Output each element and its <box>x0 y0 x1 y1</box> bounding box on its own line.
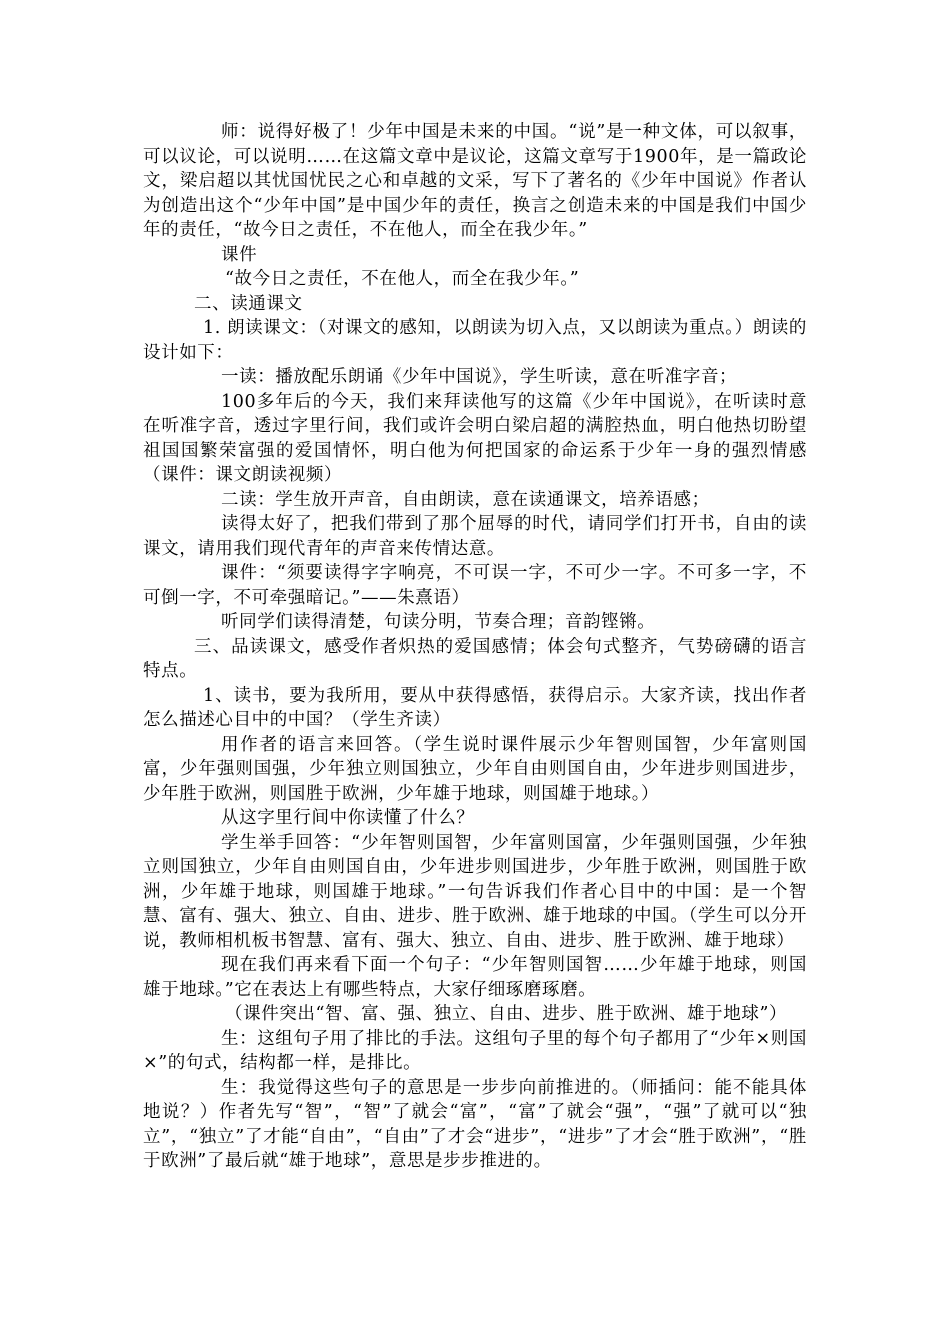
paragraph-author-language: 用作者的语言来回答。（学生说时课件展示少年智则国智，少年富则国富，少年强则国强，少年独立则国独立，少年自由则国自由，少年进步则国进步，少年胜于欧洲，则国胜于欧洲，少年雄于地球，则国雄于地球。） <box>143 734 807 804</box>
paragraph-student-answer: 学生举手回答：“少年智则国智，少年富则国富，少年强则国强，少年独立则国独立，少年自由则国自由，少年进步则国进步，少年胜于欧洲，则国胜于欧洲，少年雄于地球，则国雄于地球。”一句告诉我们作者心目中的中国：是一个智慧、富有、强大、独立、自由、进步、胜于欧洲、雄于地球的中国。（学生可以分开说，教师相机板书智慧、富有、强大、独立、自由、进步、胜于欧洲、雄于地球） <box>143 832 807 951</box>
paragraph-second-reading: 二读：学生放开声音，自由朗读，意在读通课文，培养语感； <box>221 489 710 510</box>
paragraph-courseware-label: 课件 <box>221 244 258 265</box>
paragraph-teacher-remark: 师：说得好极了！少年中国是未来的中国。“说”是一种文体，可以叙事，可以议论，可以说明……在这篇文章中是议论，这篇文章写于1900年，是一篇政论文，梁启超以其忧国忧民之心和卓越的文采，写下了著名的《少年中国说》作者认为创造出这个“少年中国”是中国少年的责任，换言之创造未来的中国是我们中国少年的责任，“故今日之责任，不在他人，而全在我少年。” <box>143 122 807 240</box>
paragraph-zhuxi-quote: 课件：“须要读得字字响亮，不可误一字，不可少一字。不可多一字，不可倒一字，不可牵强暗记。”——朱熹语） <box>143 563 807 608</box>
paragraph-courseware-highlight: （课件突出“智、富、强、独立、自由、进步、胜于欧洲、雄于地球”） <box>225 1004 788 1024</box>
paragraph-read-well: 读得太好了，把我们带到了那个屈辱的时代，请同学们打开书，自由的读课文，请用我们现代青年的声音来传情达意。 <box>143 514 807 559</box>
document-body <box>143 120 807 1174</box>
paragraph-question: 从这字里行间中你读懂了什么？ <box>221 808 475 828</box>
paragraph-courseware-quote: “故今日之责任，不在他人，而全在我少年。” <box>225 269 580 289</box>
paragraph-parallelism: 生：这组句子用了排比的手法。这组句子里的每个句子都用了“少年×则国×”的句式，结构都一样，是排比。 <box>143 1028 807 1073</box>
paragraph-clear-reading: 听同学们读得清楚，句读分明，节奏合理；音韵铿锵。 <box>221 612 656 632</box>
paragraph-reading-design: 1. 朗读课文：（对课文的感知，以朗读为切入点，又以朗读为重点。）朗读的设计如下： <box>143 318 807 363</box>
paragraph-hundred-years: 100多年后的今天，我们来拜读他写的这篇《少年中国说》，在听读时意在听准字音，透过字里行间，我们或许会明白梁启超的满腔热血，明白他热切盼望祖国国繁荣富强的爱国情怀，明白他为何把国家的命运系于少年一身的强烈情感（课件：课文朗读视频） <box>143 391 807 485</box>
paragraph-progression: 生：我觉得这些句子的意思是一步步向前推进的。（师插问：能不能具体地说？）作者先写“智”，“智”了就会“富”，“富”了就会“强”，“强”了就可以“独立”，“独立”了才能“自由”，“自由”了才会“进步”，“进步”了才会“胜于欧洲”，“胜于欧洲”了最后就“雄于地球”，意思是步步推进的。 <box>143 1077 807 1171</box>
paragraph-first-reading: 一读：播放配乐朗诵《少年中国说》，学生听读，意在听准字音； <box>221 367 738 387</box>
section-heading-appreciate: 三、品读课文，感受作者炽热的爱国感情；体会句式整齐，气势磅礴的语言特点。 <box>143 636 807 681</box>
section-heading-read-through: 二、读通课文 <box>194 293 303 314</box>
paragraph-read-for-use: 1、读书，要为我所用，要从中获得感悟，获得启示。大家齐读，找出作者怎么描述心目中的中国？（学生齐读） <box>143 685 807 730</box>
paragraph-sentence-features: 现在我们再来看下面一个句子：“少年智则国智……少年雄于地球，则国雄于地球。”它在表达上有哪些特点，大家仔细琢磨琢磨。 <box>143 955 807 1000</box>
